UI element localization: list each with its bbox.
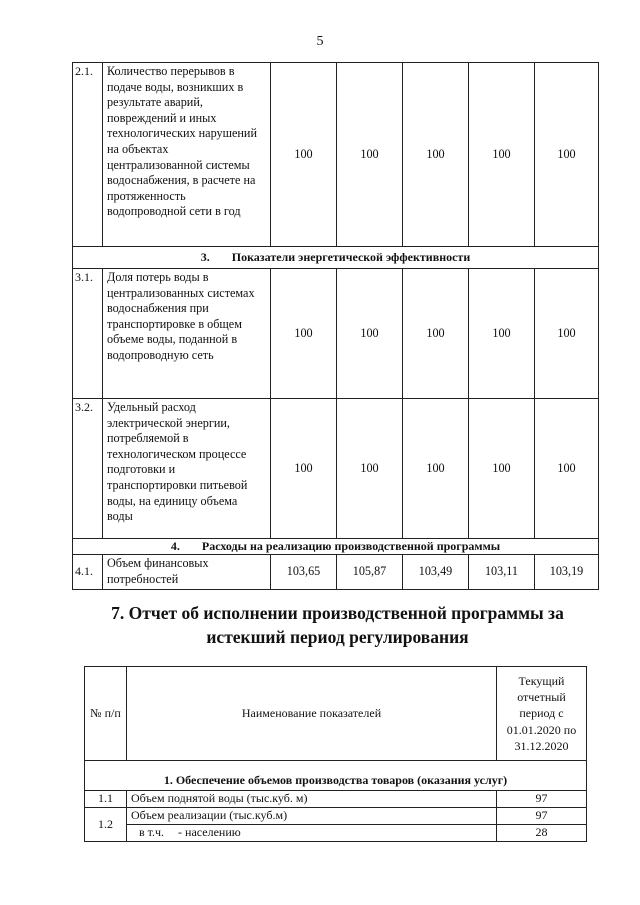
indicator-name: Доля потерь воды в централизованных системах водоснабжения при транспортировке в общем объеме воды, поданной в водопроводную сеть <box>103 269 271 399</box>
indicators-table <box>72 62 599 590</box>
indicator-name: Объем финансовых потребностей <box>103 555 271 589</box>
value-cell: 100 <box>337 63 403 247</box>
value-cell: 100 <box>535 63 599 247</box>
subrow-name: - населению <box>178 825 241 840</box>
indicator-name: Удельный расход электрической энергии, потребляемой в технологическом процессе подготовки и транспортировки питьевой воды, на единицу объема воды <box>103 399 271 539</box>
value-cell: 103,65 <box>271 555 337 589</box>
subrow-prefix: в т.ч. <box>139 825 165 840</box>
value-cell: 103,11 <box>469 555 535 589</box>
column-header-number: № п/п <box>85 667 127 761</box>
section-row <box>73 539 599 555</box>
value-cell: 105,87 <box>337 555 403 589</box>
section-7-title: 7. Отчет об исполнении производственной программы за истекший период регулирования <box>111 603 564 647</box>
value-cell: 100 <box>337 269 403 399</box>
indicator-name: Количество перерывов в подаче воды, возникших в результате аварий, повреждений и иных технологических нарушений на объектах централизованной системы водоснабжения, в расчете на протяженность водопроводной сети в год <box>103 63 271 247</box>
value-cell: 100 <box>271 63 337 247</box>
table-row <box>73 63 599 247</box>
page-number: 5 <box>316 34 324 49</box>
section-heading: 1. Обеспечение объемов производства товаров (оказания услуг) <box>85 761 587 791</box>
value-cell: 100 <box>535 269 599 399</box>
section-row <box>73 247 599 269</box>
section-title: Показатели энергетической эффективности <box>231 249 471 264</box>
column-header-period: Текущий отчетный период с 01.01.2020 по 31.12.2020 <box>497 667 587 761</box>
section-number: 3. <box>200 249 210 264</box>
value-cell: 100 <box>403 269 469 399</box>
indicator-name: Объем поднятой воды (тыс.куб. м) <box>127 791 497 808</box>
indicator-name: Объем реализации (тыс.куб.м) <box>127 808 497 825</box>
indicator-subname <box>127 825 497 842</box>
header-row <box>85 667 587 761</box>
row-number: 2.1. <box>73 63 103 247</box>
table-row <box>73 269 599 399</box>
section-number: 4. <box>170 539 180 553</box>
value-cell: 100 <box>337 399 403 539</box>
table-row <box>85 825 587 842</box>
table-row <box>85 808 587 825</box>
report-table <box>84 666 587 842</box>
value-cell: 100 <box>403 399 469 539</box>
value-cell: 97 <box>497 808 587 825</box>
row-number: 1.1 <box>85 791 127 808</box>
row-number: 1.2 <box>85 808 127 842</box>
section-row <box>85 761 587 791</box>
value-cell: 100 <box>469 399 535 539</box>
section-heading <box>73 539 599 555</box>
section-heading <box>73 247 599 269</box>
value-cell: 100 <box>469 63 535 247</box>
value-cell: 97 <box>497 791 587 808</box>
value-cell: 103,49 <box>403 555 469 589</box>
table-row <box>73 555 599 589</box>
value-cell: 100 <box>403 63 469 247</box>
value-cell: 100 <box>535 399 599 539</box>
table-row <box>85 791 587 808</box>
column-header-name: Наименование показателей <box>127 667 497 761</box>
value-cell: 100 <box>271 269 337 399</box>
value-cell: 100 <box>469 269 535 399</box>
row-number: 3.1. <box>73 269 103 399</box>
table-row <box>73 399 599 539</box>
value-cell: 100 <box>271 399 337 539</box>
value-cell: 103,19 <box>535 555 599 589</box>
section-title: Расходы на реализацию производственной программы <box>201 539 501 553</box>
row-number: 3.2. <box>73 399 103 539</box>
value-cell: 28 <box>497 825 587 842</box>
row-number: 4.1. <box>73 555 103 589</box>
